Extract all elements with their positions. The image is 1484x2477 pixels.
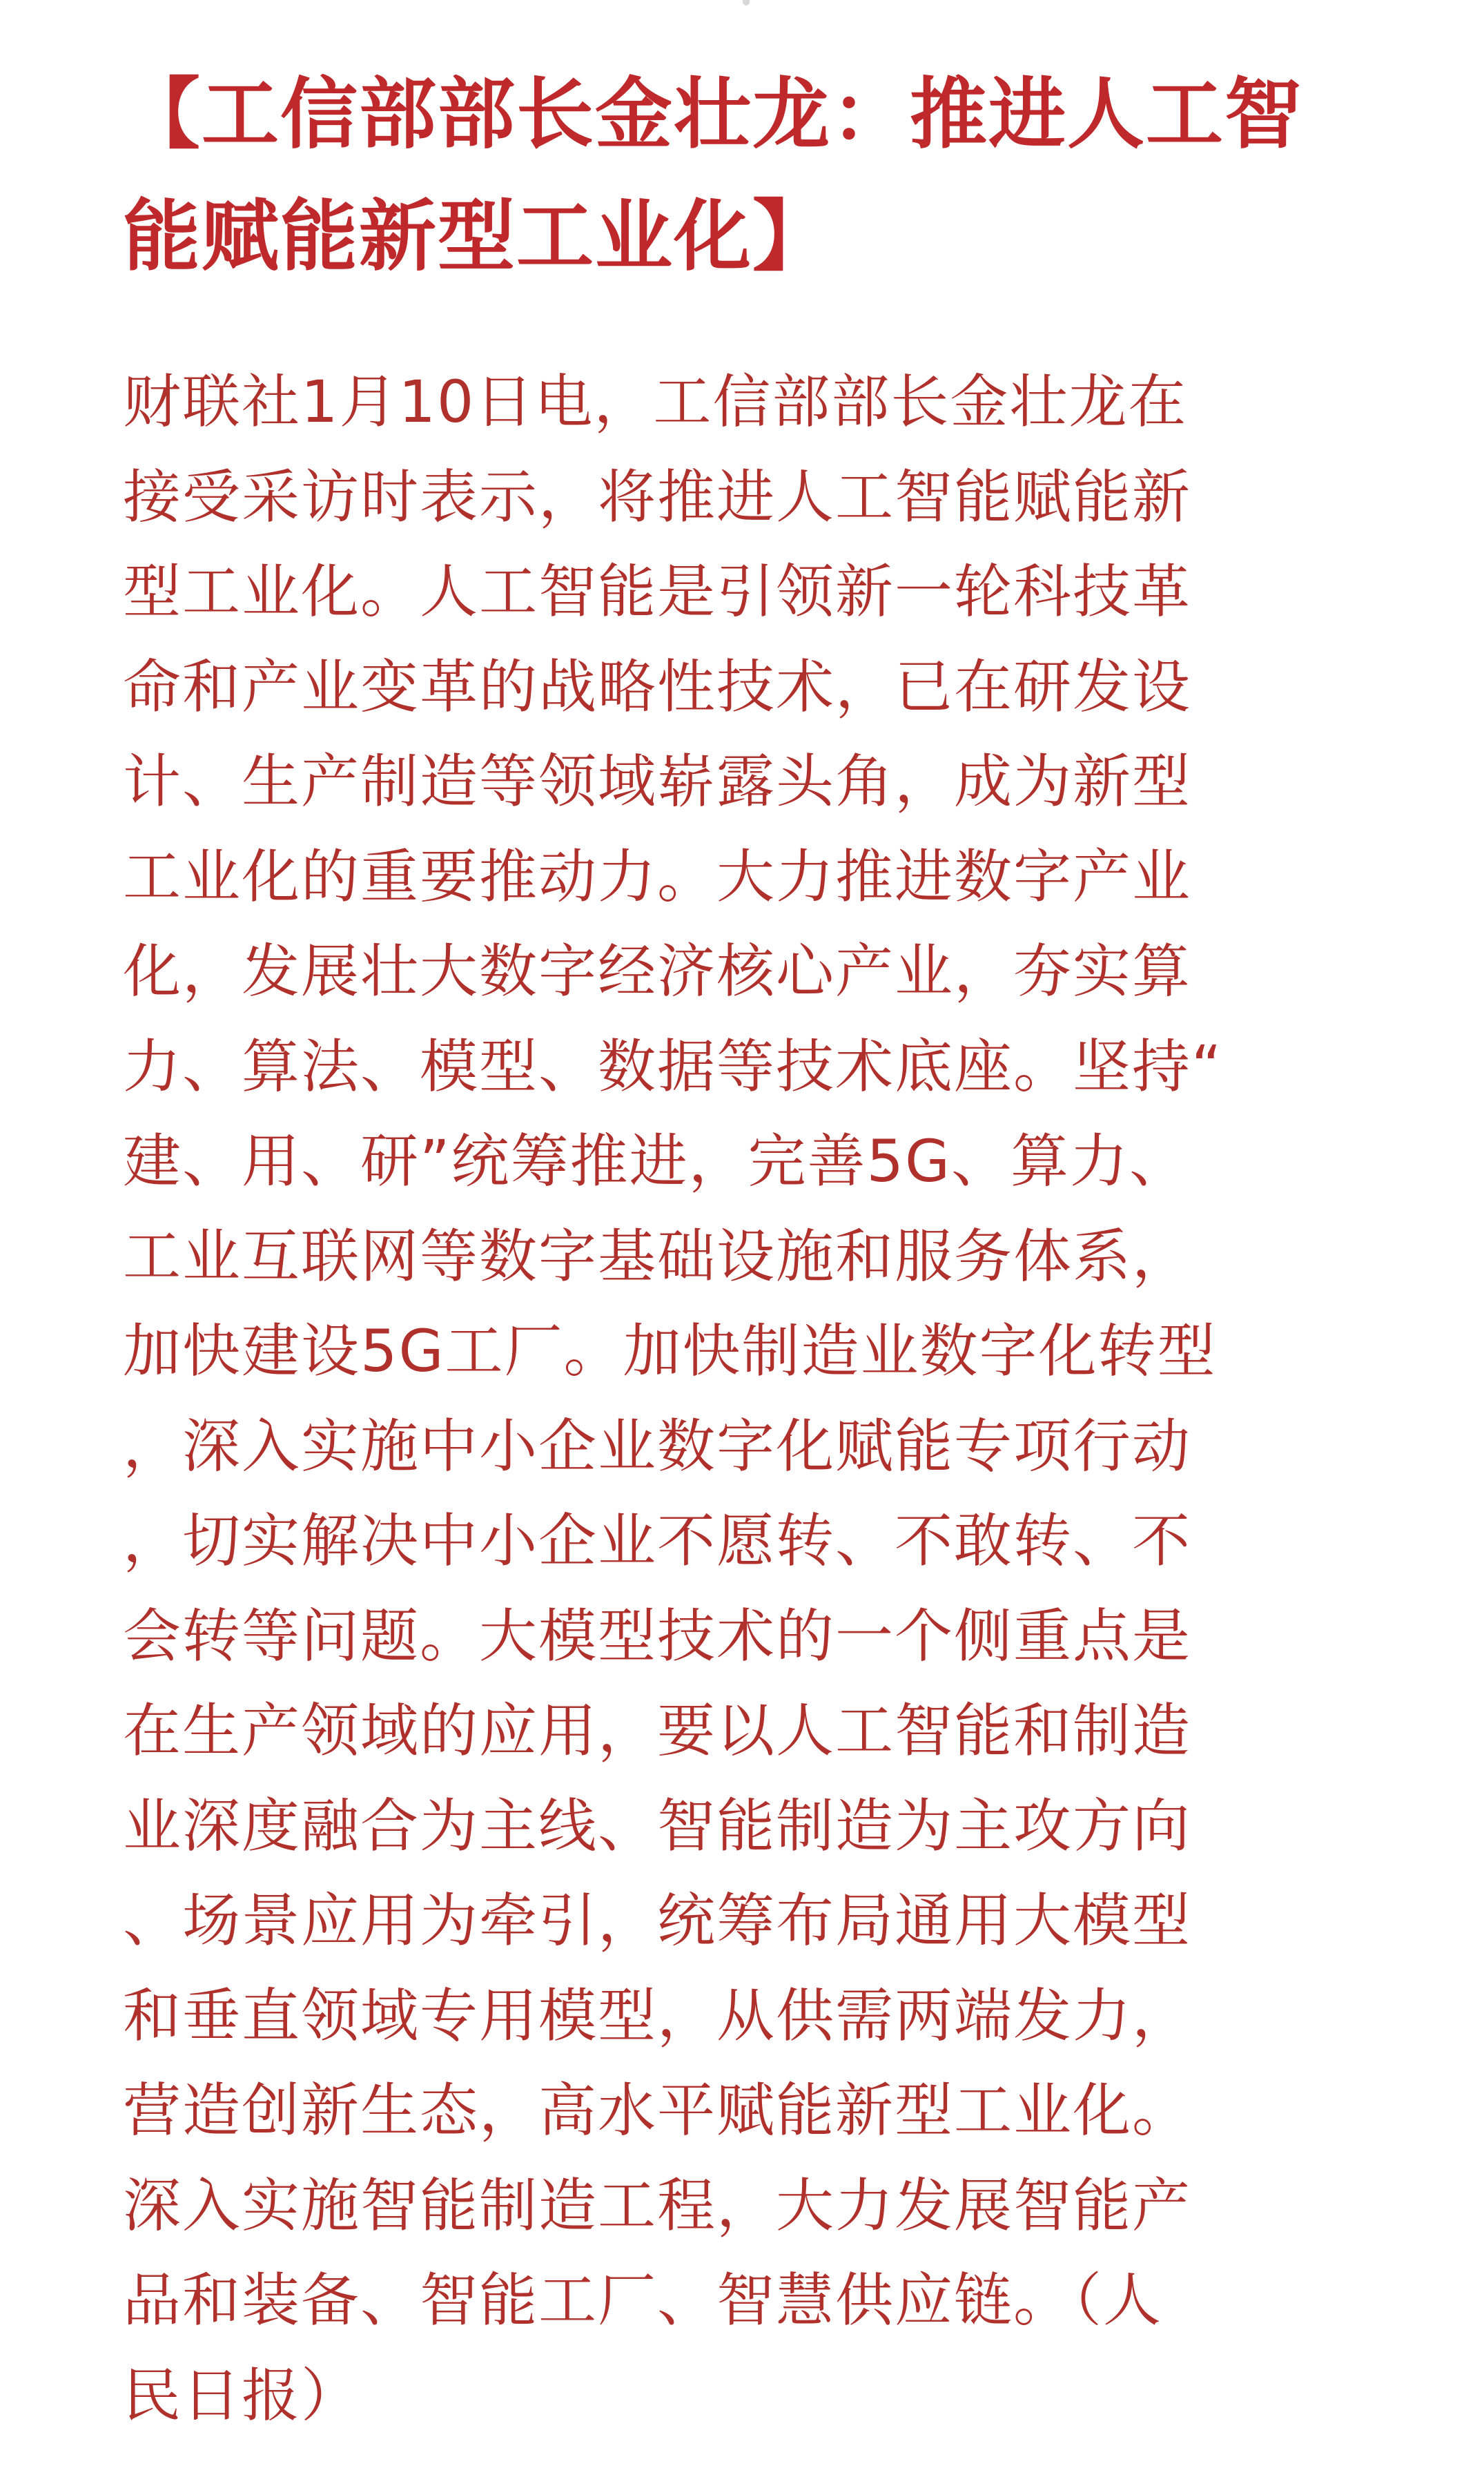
article-body: [123, 355, 1338, 2443]
body-line: 工业互联网等数字基础设施和服务体系，: [123, 1222, 1192, 1290]
headline: [123, 54, 1338, 298]
headline-line: 能赋能新型工业化】: [123, 192, 831, 282]
body-line: 化，发展壮大数字经济核心产业，夯实算: [123, 938, 1192, 1005]
body-line: 力、算法、模型、数据等技术底座。坚持“: [123, 1032, 1223, 1100]
body-line: ，切实解决中小企业不愿转、不敢转、不: [123, 1507, 1192, 1575]
body-line: 会转等问题。大模型技术的一个侧重点是: [123, 1602, 1192, 1670]
body-line: 和垂直领域专用模型，从供需两端发力，: [123, 1981, 1192, 2050]
body-line: 建、用、研”统筹推进，完善5G、算力、: [123, 1127, 1189, 1195]
body-line: 命和产业变革的战略性技术，已在研发设: [123, 652, 1192, 721]
body-line: 业深度融合为主线、智能制造为主攻方向: [123, 1791, 1192, 1860]
body-line: 品和装备、智能工厂、智慧供应链。（人: [123, 2266, 1163, 2334]
top-edge-mark: [743, 0, 750, 6]
news-article: [123, 54, 1338, 2443]
body-line: 民日报）: [123, 2361, 361, 2429]
body-line: 型工业化。人工智能是引领新一轮科技革: [123, 558, 1192, 625]
body-line: 深入实施智能制造工程，大力发展智能产: [123, 2171, 1192, 2240]
body-line: 营造创新生态，高水平赋能新型工业化。: [123, 2077, 1192, 2144]
body-line: 财联社1月10日电，工信部部长金壮龙在: [123, 368, 1188, 436]
body-line: 计、生产制造等领域崭露头角，成为新型: [123, 748, 1192, 815]
body-line: 在生产领域的应用，要以人工智能和制造: [123, 1697, 1192, 1765]
body-line: 接受采访时表示，将推进人工智能赋能新: [123, 463, 1192, 531]
body-line: 工业化的重要推动力。大力推进数字产业: [123, 842, 1192, 911]
body-line: 加快建设5G工厂。加快制造业数字化转型: [123, 1317, 1217, 1385]
body-line: 、场景应用为牵引，统筹布局通用大模型: [123, 1887, 1192, 1954]
headline-line: 【工信部部长金壮龙：推进人工智: [123, 70, 1303, 159]
body-line: ，深入实施中小企业数字化赋能专项行动: [123, 1412, 1192, 1480]
